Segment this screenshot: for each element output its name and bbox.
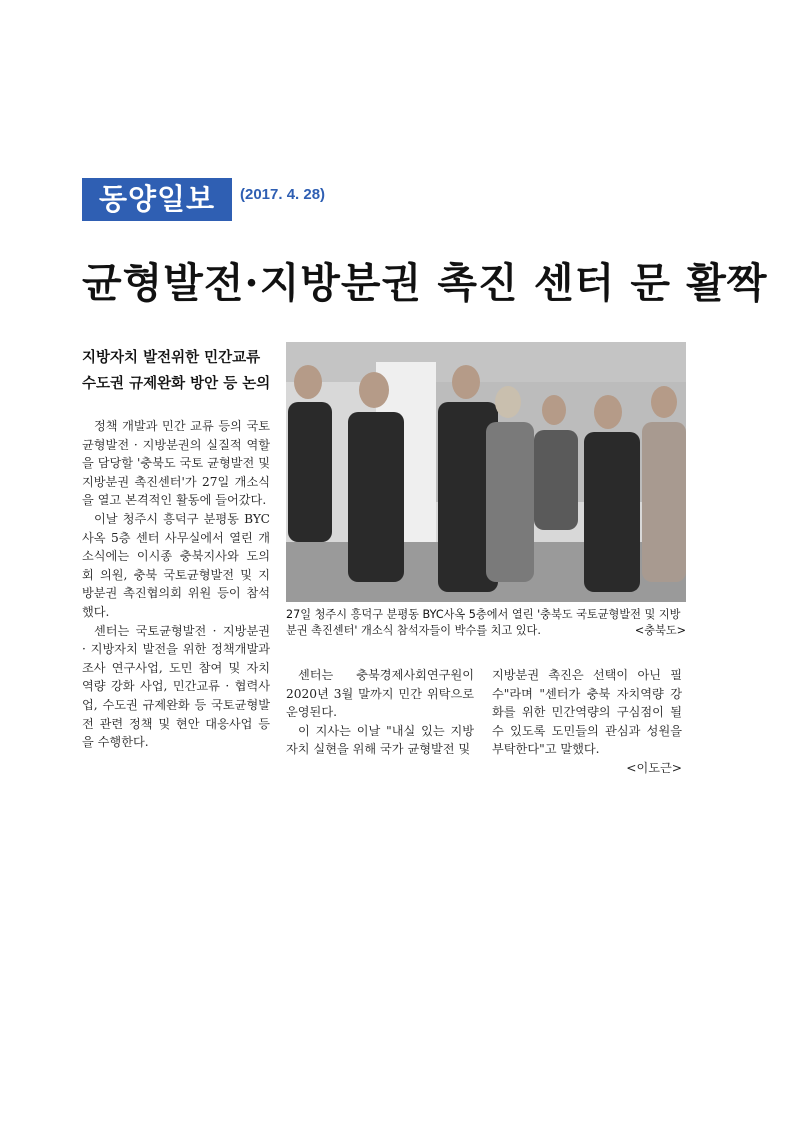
newspaper-logo-text: 동양일보 <box>98 182 216 216</box>
article-column-3 <box>492 666 682 778</box>
paragraph: 이 지사는 이날 "내실 있는 지방자치 실현을 위해 국가 균형발전 및 <box>286 723 474 757</box>
subhead-line-2: 수도권 규제완화 방안 등 논의 <box>82 376 271 392</box>
publication-date: (2017. 4. 28) <box>240 186 326 203</box>
paragraph: 정책 개발과 민간 교류 등의 국토균형발전 · 지방분권의 실질적 역할을 담당할 '충북도 국토 균형발전 및 지방분권 촉진센터'가 27일 개소식을 열고 본격적인 활동에 들어갔다. <box>82 419 270 508</box>
article-column-2 <box>286 666 474 759</box>
byline: <이도근> <box>626 760 682 775</box>
paragraph: 센터는 국토균형발전 · 지방분권 · 지방자치 발전을 위한 정책개발과 조사 연구사업, 도민 참여 및 자치역량 강화 사업, 민간교류 · 협력사업, 수도권 규제완화 등 국토균형발전 관련 정책 및 현안 대응사업 등을 수행한다. <box>82 623 270 750</box>
event-photo <box>286 342 686 602</box>
newspaper-logo <box>82 178 232 221</box>
paragraph: 센터는 충북경제사회연구원이 2020년 3월 말까지 민간 위탁으로 운영된다. <box>286 668 474 720</box>
photo-caption-text: 27일 청주시 흥덕구 분평동 BYC사옥 5층에서 열린 '충북도 국토균형발전 및 지방분권 촉진센터' 개소식 참석자들이 박수를 치고 있다. <box>286 608 681 637</box>
paragraph: 이날 청주시 흥덕구 분평동 BYC 사옥 5층 센터 사무실에서 열린 개소식에는 이시종 충북지사와 도의회 의원, 충북 국토균형발전 및 지방분권 촉진협의회 위원 등이 참석했다. <box>82 511 270 619</box>
article-column-1 <box>82 417 270 752</box>
photo-credit: <충북도> <box>634 624 686 637</box>
photo-illustration <box>286 342 686 602</box>
paragraph: 지방분권 촉진은 선택이 아닌 필수"라며 "센터가 충북 자치역량 강화를 위한 민간역량의 구심점이 될 수 있도록 도민들의 관심과 성원을 부탁한다"고 말했다. <box>492 668 682 757</box>
photo-caption <box>286 607 686 639</box>
subhead-line-1: 지방자치 발전위한 민간교류 <box>82 350 261 366</box>
headline: 균형발전·지방분권 촉진 센터 문 활짝 <box>82 259 768 307</box>
